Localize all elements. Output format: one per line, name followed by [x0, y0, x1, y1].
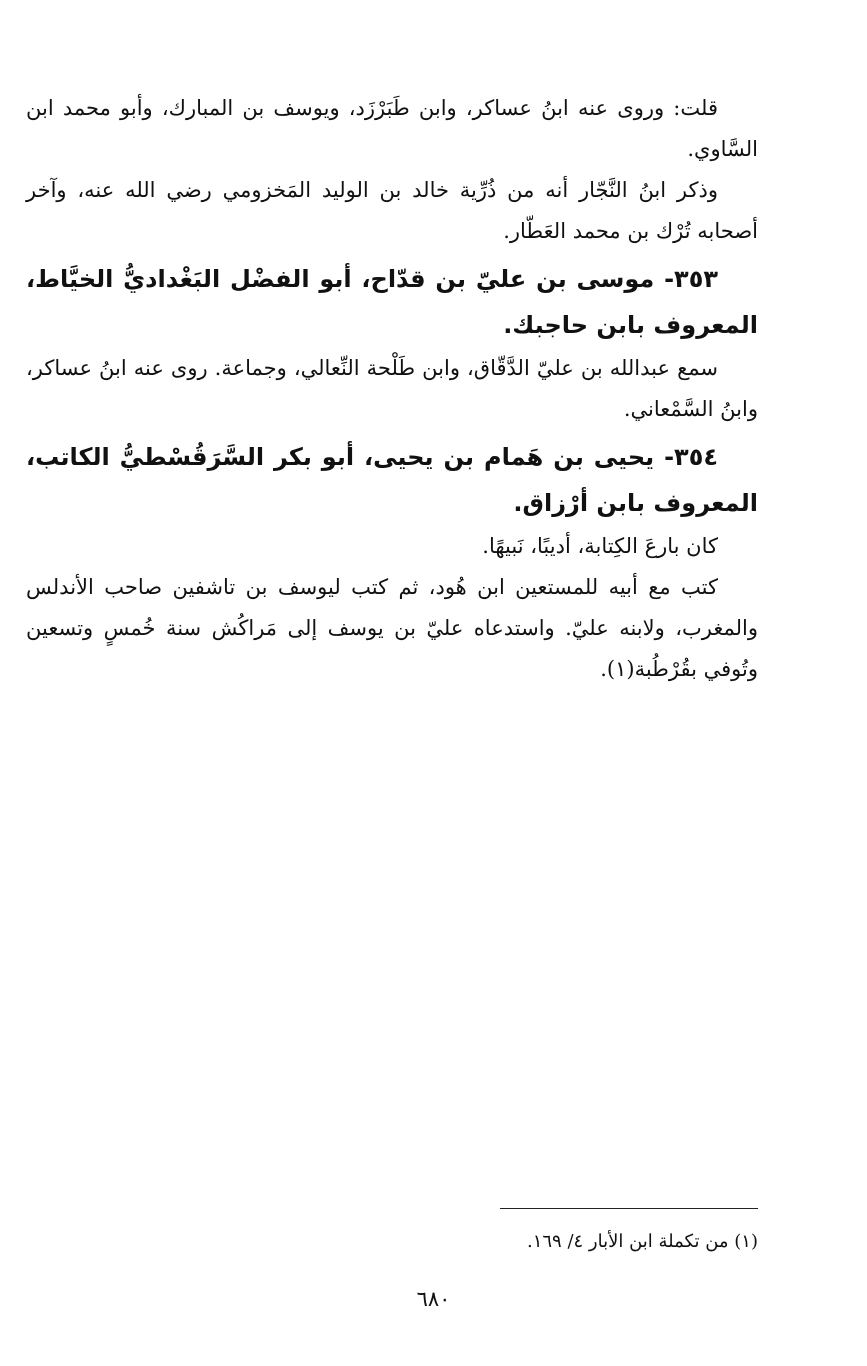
footnote-divider [500, 1208, 758, 1209]
paragraph: كان بارعَ الكِتابة، أديبًا، نَبيهًا. [482, 534, 718, 558]
page-number: ٦٨٠ [416, 1287, 451, 1311]
paragraph: سمع عبدالله بن عليّ الدَّقّاق، وابن طَلْحة النِّعالي، وجماعة. روى عنه ابنُ عساكر، وابنُ السَّمْعاني. [26, 356, 758, 421]
paragraph: قلت: وروى عنه ابنُ عساكر، وابن طَبَرْزَد، ويوسف بن المبارك، وأبو محمد ابن السَّاوي. [26, 96, 758, 161]
main-text [26, 88, 758, 690]
footnote: (١) من تكملة ابن الأبار ٤/ ١٦٩. [526, 1231, 758, 1252]
paragraph: كتب مع أبيه للمستعين ابن هُود، ثم كتب ليوسف بن تاشفين صاحب الأندلس والمغرب، ولابنه عليّ. واستدعاه عليّ بن يوسف إلى مَراكُش سنة خُمسٍ وتسعين وتُوفي بقُرْطُبة(١). [26, 575, 758, 681]
paragraph: وذكر ابنُ النَّجّار أنه من ذُرِّية خالد بن الوليد المَخزومي رضي الله عنه، وآخر أصحابه تُرْك بن محمد العَطّار. [26, 178, 758, 243]
entry-heading: ٣٥٤- يحيى بن هَمام بن يحيى، أبو بكر السَّرَقُسْطيُّ الكاتب، المعروف بابن أرْزاق. [26, 443, 758, 517]
entry-heading: ٣٥٣- موسى بن عليّ بن قدّاح، أبو الفضْل البَغْداديُّ الخيَّاط، المعروف بابن حاجبك. [26, 265, 758, 339]
